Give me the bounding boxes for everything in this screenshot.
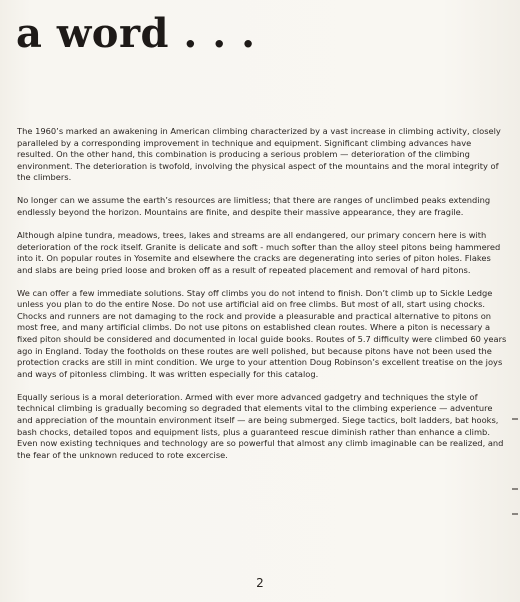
paragraph-1: The 1960’s marked an awakening in American climbing characterized by a vast increase in climbing activity, closely paralleled by a corresponding improvement in technique and equipment. Significant climbing advances have resulted. On the other hand, this combination is producing a serious problem — deterioration of the climbing environment. The deterioration is twofold, involving the physical aspect of the mountains and the moral integrity of the climbers.: [17, 126, 501, 183]
article-body: [17, 126, 507, 473]
paragraph-2: No longer can we assume the earth’s resources are limitless; that there are ranges of unclimbed peaks extending endlessly beyond the horizon. Mountains are finite, and despite their massive appearance, they are fragile.: [17, 195, 491, 217]
page-number: 2: [256, 576, 264, 590]
edge-mark: [512, 418, 518, 420]
edge-mark: [512, 513, 518, 515]
edge-mark: [512, 488, 518, 490]
page-title: a word . . .: [16, 10, 256, 57]
paragraph-5: Equally serious is a moral deterioration. Armed with ever more advanced gadgetry and techniques the style of technical climbing is gradually becoming so degraded that elements vital to the climbing experience — adventure and appreciation of the mountain environment itself — are being submerged. Siege tactics, bolt ladders, bat hooks, bash chocks, detailed topos and equipment lists, plus a guaranteed rescue diminish rather than enhance a climb. Even now existing techniques and technology are so powerful that almost any climb imaginable can be realized, and the fear of the unknown reduced to rote excercise.: [17, 391, 504, 460]
paragraph-3: Although alpine tundra, meadows, trees, lakes and streams are all endangered, our primary concern here is with deterioration of the rock itself. Granite is delicate and soft - much softer than the alloy steel pitons being hammered into it. On popular routes in Yosemite and elsewhere the cracks are degenerating into series of piton holes. Flakes and slabs are being pried loose and broken off as a result of repeated placement and removal of hard pitons.: [17, 229, 501, 275]
paragraph-4: We can offer a few immediate solutions. Stay off climbs you do not intend to finish. Don’t climb up to Sickle Ledge unless you plan to do the entire Nose. Do not use artificial aid on free climbs. But most of all, start using chocks. Chocks and runners are not damaging to the rock and provide a pleasurable and practical alternative to pitons on most free, and many artificial climbs. Do not use pitons on established clean routes. Where a piton is necessary a fixed piton should be considered and documented in local guide books. Routes of 5.7 difficulty were climbed 60 years ago in England. Today the footholds on these routes are well polished, but because pitons have not been used the protection cracks are still in mint condition. We urge to your attention Doug Robinson’s excellent treatise on the joys and ways of pitonless climbing. It was written especially for this catalog.: [17, 287, 507, 379]
